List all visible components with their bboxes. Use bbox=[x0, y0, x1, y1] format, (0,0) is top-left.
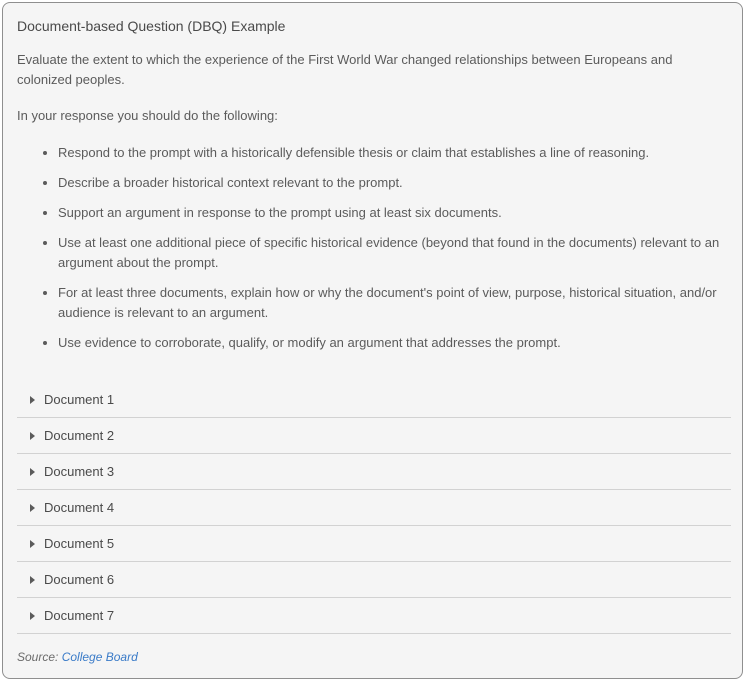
caret-right-icon bbox=[30, 540, 35, 548]
bullet-icon bbox=[43, 291, 47, 295]
card-title: Document-based Question (DBQ) Example bbox=[17, 18, 286, 34]
requirement-item bbox=[17, 203, 733, 223]
question-prompt: Evaluate the extent to which the experience of the First World War changed relationships between Europeans and colonized peoples. bbox=[17, 52, 673, 87]
requirements-list bbox=[17, 143, 733, 363]
requirement-item bbox=[17, 283, 733, 323]
dbq-card bbox=[2, 2, 743, 679]
caret-right-icon bbox=[30, 576, 35, 584]
caret-right-icon bbox=[30, 612, 35, 620]
document-label: Document 6 bbox=[44, 572, 115, 587]
bullet-icon bbox=[43, 151, 47, 155]
documents-accordion bbox=[17, 382, 731, 634]
bullet-icon bbox=[43, 241, 47, 245]
requirement-text: Use at least one additional piece of specific historical evidence (beyond that found in the documents) relevant to an argument about the prompt. bbox=[58, 235, 720, 270]
document-7-toggle[interactable] bbox=[17, 598, 731, 634]
document-6-toggle[interactable] bbox=[17, 562, 731, 598]
document-label: Document 2 bbox=[44, 428, 115, 443]
requirement-item bbox=[17, 173, 733, 193]
source-link[interactable]: College Board bbox=[61, 650, 138, 664]
document-label: Document 3 bbox=[44, 464, 115, 479]
bullet-icon bbox=[43, 341, 47, 345]
document-label: Document 7 bbox=[44, 608, 115, 623]
source-citation bbox=[17, 650, 138, 664]
document-label: Document 4 bbox=[44, 500, 115, 515]
requirement-text: Use evidence to corroborate, qualify, or modify an argument that addresses the prompt. bbox=[58, 335, 561, 350]
source-label: Source: bbox=[17, 650, 59, 664]
bullet-icon bbox=[43, 211, 47, 215]
document-1-toggle[interactable] bbox=[17, 382, 731, 418]
caret-right-icon bbox=[30, 396, 35, 404]
document-label: Document 5 bbox=[44, 536, 115, 551]
requirement-item bbox=[17, 233, 733, 273]
instructions-text: In your response you should do the following: bbox=[17, 108, 278, 123]
document-4-toggle[interactable] bbox=[17, 490, 731, 526]
requirement-text: For at least three documents, explain how or why the document's point of view, purpose, historical situation, and/or audience is relevant to an argument. bbox=[58, 285, 717, 320]
requirement-text: Support an argument in response to the prompt using at least six documents. bbox=[58, 205, 502, 220]
requirement-item bbox=[17, 333, 733, 353]
document-label: Document 1 bbox=[44, 392, 115, 407]
bullet-icon bbox=[43, 181, 47, 185]
requirement-text: Describe a broader historical context relevant to the prompt. bbox=[58, 175, 403, 190]
requirement-item bbox=[17, 143, 733, 163]
requirement-text: Respond to the prompt with a historically defensible thesis or claim that establishes a line of reasoning. bbox=[58, 145, 650, 160]
caret-right-icon bbox=[30, 504, 35, 512]
document-5-toggle[interactable] bbox=[17, 526, 731, 562]
document-2-toggle[interactable] bbox=[17, 418, 731, 454]
caret-right-icon bbox=[30, 432, 35, 440]
document-3-toggle[interactable] bbox=[17, 454, 731, 490]
caret-right-icon bbox=[30, 468, 35, 476]
